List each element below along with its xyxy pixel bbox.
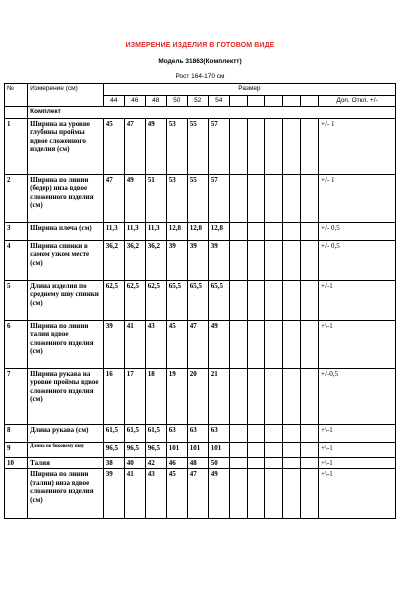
size-value: 45 (166, 320, 187, 368)
size-value: 39 (187, 240, 208, 280)
size-value: 96,5 (103, 442, 124, 457)
size-value: 45 (103, 118, 124, 174)
tolerance-value: +\-1 (319, 457, 396, 469)
size-value: 39 (166, 240, 187, 280)
size-value: 101 (208, 442, 229, 457)
document-title: ИЗМЕРЕНИЕ ИЗДЕЛИЯ В ГОТОВОМ ВИДЕ (125, 42, 275, 49)
size-value: 61,5 (124, 424, 145, 442)
size-value: 62,5 (103, 280, 124, 320)
size-value: 50 (208, 457, 229, 469)
size-value: 41 (124, 469, 145, 519)
size-value: 18 (145, 368, 166, 424)
row-number: 3 (5, 222, 28, 240)
size-value: 49 (208, 469, 229, 519)
measurement-name: Ширина рукава на уровне проймы вдвое сложенного изделия (см) (28, 368, 104, 424)
table-row (5, 368, 396, 424)
table-row (5, 280, 396, 320)
size-value: 20 (187, 368, 208, 424)
table-row (5, 222, 396, 240)
size-value: 46 (166, 457, 187, 469)
size-value: 63 (187, 424, 208, 442)
size-value: 65,5 (208, 280, 229, 320)
measurement-name: Ширина плеча (см) (28, 222, 104, 240)
size-52: 52 (187, 95, 208, 107)
table-row (5, 457, 396, 469)
size-value: 49 (208, 320, 229, 368)
measurement-name: Длина по боковому шву (28, 442, 104, 457)
table-row (5, 442, 396, 457)
tolerance-value: +/-0,5 (319, 368, 396, 424)
size-value: 43 (145, 320, 166, 368)
size-value: 42 (145, 457, 166, 469)
size-value: 57 (208, 118, 229, 174)
measurement-name: Длина изделия по среднему шву спинки (см) (28, 280, 104, 320)
row-number: 4 (5, 240, 28, 280)
measurement-name: Ширина на уровне глубины проймы вдвое сложенного изделия (см) (28, 118, 104, 174)
size-value: 55 (187, 174, 208, 222)
table-row (5, 320, 396, 368)
size-value: 101 (166, 442, 187, 457)
size-value: 47 (103, 174, 124, 222)
size-value: 57 (208, 174, 229, 222)
header-measure: Измерение (см) (28, 84, 104, 107)
size-value: 21 (208, 368, 229, 424)
size-value: 12,8 (187, 222, 208, 240)
size-44: 44 (103, 95, 124, 107)
size-50: 50 (166, 95, 187, 107)
size-value: 39 (103, 320, 124, 368)
size-value: 62,5 (124, 280, 145, 320)
size-54: 54 (208, 95, 229, 107)
size-value: 63 (166, 424, 187, 442)
header-number: № (5, 84, 28, 107)
size-value: 36,2 (145, 240, 166, 280)
size-value: 65,5 (166, 280, 187, 320)
tolerance-value: +/- 1 (319, 118, 396, 174)
size-value: 48 (187, 457, 208, 469)
table-row (5, 118, 396, 174)
table-row (5, 424, 396, 442)
size-value: 12,8 (166, 222, 187, 240)
size-48: 48 (145, 95, 166, 107)
row-number: 9 (5, 442, 28, 457)
tolerance-value: +\-1 (319, 442, 396, 457)
size-value: 47 (124, 118, 145, 174)
measurement-table (4, 83, 396, 519)
tolerance-value: +\-1 (319, 424, 396, 442)
table-row (5, 469, 396, 519)
size-value: 49 (145, 118, 166, 174)
size-value: 43 (145, 469, 166, 519)
size-value: 12,8 (208, 222, 229, 240)
size-value: 16 (103, 368, 124, 424)
size-value: 36,2 (124, 240, 145, 280)
measurement-name: Ширина по линии (бедер) низа вдвое сложенного изделия (см) (28, 174, 104, 222)
size-value: 53 (166, 174, 187, 222)
size-46: 46 (124, 95, 145, 107)
size-value: 11,3 (103, 222, 124, 240)
size-value: 19 (166, 368, 187, 424)
header-tolerance: Доп. Откл. +/- (319, 95, 396, 107)
size-value: 17 (124, 368, 145, 424)
size-value: 49 (124, 174, 145, 222)
size-value: 65,5 (187, 280, 208, 320)
row-number: 10 (5, 457, 28, 469)
size-value: 101 (187, 442, 208, 457)
size-value: 47 (187, 469, 208, 519)
measurement-name: Длина рукава (см) (28, 424, 104, 442)
size-value: 55 (187, 118, 208, 174)
size-value: 96,5 (124, 442, 145, 457)
measurement-name: Талия (28, 457, 104, 469)
size-value: 36,2 (103, 240, 124, 280)
size-value: 53 (166, 118, 187, 174)
row-number: 7 (5, 368, 28, 424)
row-number: 5 (5, 280, 28, 320)
table-row (5, 240, 396, 280)
size-value: 39 (103, 469, 124, 519)
row-number: 1 (5, 118, 28, 174)
tolerance-value: +/- 0,5 (319, 240, 396, 280)
size-value: 47 (187, 320, 208, 368)
size-value: 11,3 (145, 222, 166, 240)
size-value: 45 (166, 469, 187, 519)
size-value: 51 (145, 174, 166, 222)
height-range: Рост 164-170 см (175, 73, 225, 80)
row-number (5, 469, 28, 519)
group-label: Комплект (28, 107, 396, 119)
table-row (5, 174, 396, 222)
tolerance-value: +/- 1 (319, 174, 396, 222)
tolerance-value: +\-1 (319, 320, 396, 368)
row-number: 2 (5, 174, 28, 222)
size-value: 61,5 (103, 424, 124, 442)
tolerance-value: +\-1 (319, 469, 396, 519)
measurement-name: Ширина спинки в самом узком месте (см) (28, 240, 104, 280)
size-value: 41 (124, 320, 145, 368)
tolerance-value: +/-1 (319, 280, 396, 320)
size-value: 61,5 (145, 424, 166, 442)
size-value: 11,3 (124, 222, 145, 240)
size-value: 38 (103, 457, 124, 469)
row-number: 8 (5, 424, 28, 442)
header-size: Размер (103, 84, 395, 96)
size-value: 63 (208, 424, 229, 442)
size-value: 96,5 (145, 442, 166, 457)
tolerance-value: +/- 0,5 (319, 222, 396, 240)
row-number: 6 (5, 320, 28, 368)
size-value: 62,5 (145, 280, 166, 320)
measurement-name: Ширина по линии (талии) низа вдвое сложенного изделия (см) (28, 469, 104, 519)
model-name: Модель 31863(Комплектт) (158, 58, 242, 65)
measurement-name: Ширина по линии талии вдвое сложенного изделия (см) (28, 320, 104, 368)
size-value: 40 (124, 457, 145, 469)
size-value: 39 (208, 240, 229, 280)
